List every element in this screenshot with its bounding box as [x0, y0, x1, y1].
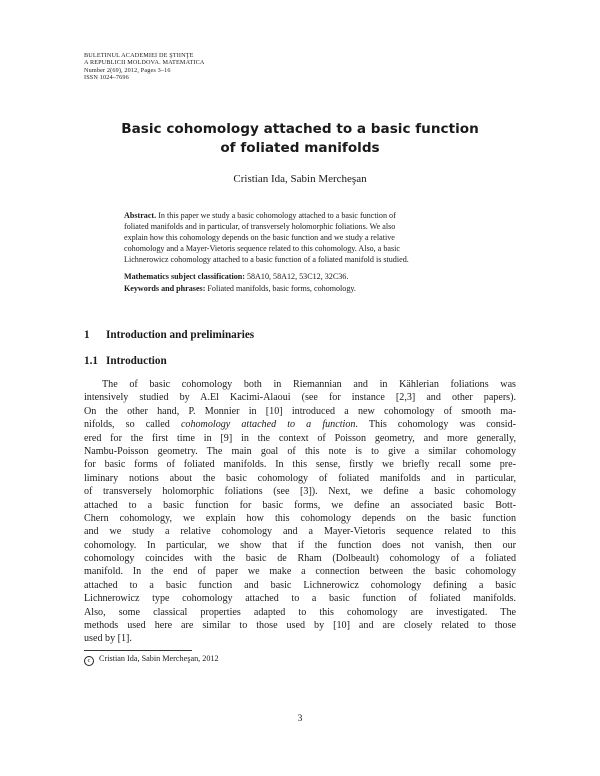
- body-line: On the other hand, P. Monnier in [10] introduced a new cohomology of smooth ma-: [84, 405, 516, 417]
- classification-block: [124, 271, 484, 295]
- abstract-line: explain how this cohomology depends on the basic function and we study a relative: [124, 233, 395, 242]
- body-line: ered for the first time in [9] in the context of Poisson geometry, and more generally,: [84, 432, 516, 444]
- body-line: Lichnerowicz type cohomology attached to a basic function of foliated manifolds.: [84, 593, 516, 605]
- journal-issue: Number 2(69), 2012, Pages 3–16: [84, 66, 171, 74]
- subsection-number: 1.1: [84, 355, 98, 367]
- subsection-title: Introduction: [106, 355, 167, 367]
- footnote-rule: [84, 650, 192, 651]
- paper-title: [60, 120, 540, 158]
- intro-paragraph: [84, 378, 516, 646]
- body-line: attached to a basic function and basic Lichnerowicz cohomology defining a basic: [84, 579, 516, 591]
- copyright-icon: c: [84, 656, 94, 666]
- abstract-line: foliated manifolds and in particular, of transversely holomorphic foliations. We also: [124, 222, 396, 231]
- abstract-line: Lichnerowicz cohomology attached to a basic function of a foliated manifold is studied.: [124, 255, 409, 264]
- msc-label: Mathematics subject classification:: [124, 272, 245, 281]
- title-line1: Basic cohomology attached to a basic function: [121, 121, 479, 137]
- keywords-value: Foliated manifolds, basic forms, cohomology.: [205, 284, 356, 293]
- journal-header: [84, 52, 384, 82]
- body-line: used by [1].: [84, 633, 132, 645]
- body-line: cohomology coincides with the basic de Rham (Dolbeault) cohomology of a foliated: [84, 553, 516, 565]
- body-line: Nambu-Poisson geometry. The main goal of this note is to give a similar cohomology: [84, 445, 516, 457]
- body-line: Also, some classical properties adapted to this cohomology are investigated. The: [84, 606, 516, 618]
- emphasis-term: cohomology attached to a function: [180, 419, 356, 431]
- body-text: nifolds, so called: [84, 419, 181, 431]
- abstract-line: cohomology and a Mayer-Vietoris sequence related to this cohomology. Also, a basic: [124, 244, 400, 253]
- copyright-text: Cristian Ida, Sabin Mercheşan, 2012: [97, 654, 219, 663]
- body-line: for basic forms of foliated manifolds. In this sense, firstly we briefly recall some pre-: [84, 459, 516, 471]
- authors: Cristian Ida, Sabin Mercheşan: [233, 173, 367, 185]
- abstract: [124, 210, 476, 265]
- body-line: and we study a relative cohomology and a Mayer-Vietoris sequence related to this: [84, 526, 516, 538]
- body-line: The of basic cohomology both in Riemannian and in Kählerian foliations was: [102, 379, 516, 390]
- abstract-text: In this paper we study a basic cohomology attached to a basic function of: [158, 211, 396, 220]
- abstract-line: [124, 210, 476, 221]
- msc-value: 58A10, 58A12, 53C12, 32C36.: [244, 272, 349, 281]
- abstract-label: Abstract.: [124, 211, 157, 220]
- title-line2: of foliated manifolds: [220, 140, 380, 156]
- msc-line: [124, 271, 484, 283]
- body-line: attached to a basic function for basic forms, we define an associated basic Bott-: [84, 499, 516, 511]
- body-line: methods used here are similar to those used by [10] and are closely related to those: [84, 620, 516, 632]
- section-title: Introduction and preliminaries: [106, 329, 255, 341]
- body-line: liminary notions about the basic cohomology of foliated manifolds and in particular,: [84, 472, 516, 484]
- journal-name-line2: A REPUBLICII MOLDOVA. MATEMATICA: [84, 59, 205, 67]
- section-heading: [84, 329, 254, 341]
- page-number: 3: [297, 714, 303, 724]
- body-line: Chern cohomology, we explain how this cohomology depends on the basic function: [84, 512, 516, 524]
- body-line: of transversely holomorphic foliations (see [3]). Next, we define a basic cohomology: [84, 486, 516, 498]
- keywords-label: Keywords and phrases:: [124, 284, 206, 293]
- copyright-footnote: [84, 654, 219, 666]
- body-line: [84, 418, 516, 431]
- journal-issn: ISSN 1024–7696: [84, 74, 129, 82]
- body-line: cohomology. In particular, we show that if the function does not vanish, then our: [84, 539, 516, 551]
- body-line: intensively studied by A.El Kacimi-Alaoui (see for instance [2,3] and other papers).: [84, 392, 516, 404]
- keywords-line: [124, 283, 484, 295]
- journal-name-line1: BULETINUL ACADEMIEI DE ŞTIINŢE: [84, 52, 194, 59]
- body-text: . This cohomology was consid-: [355, 419, 516, 431]
- section-number: 1: [84, 329, 90, 341]
- body-line: manifold. In the end of paper we make a connection between the basic cohomology: [84, 566, 516, 578]
- subsection-heading: [84, 355, 167, 367]
